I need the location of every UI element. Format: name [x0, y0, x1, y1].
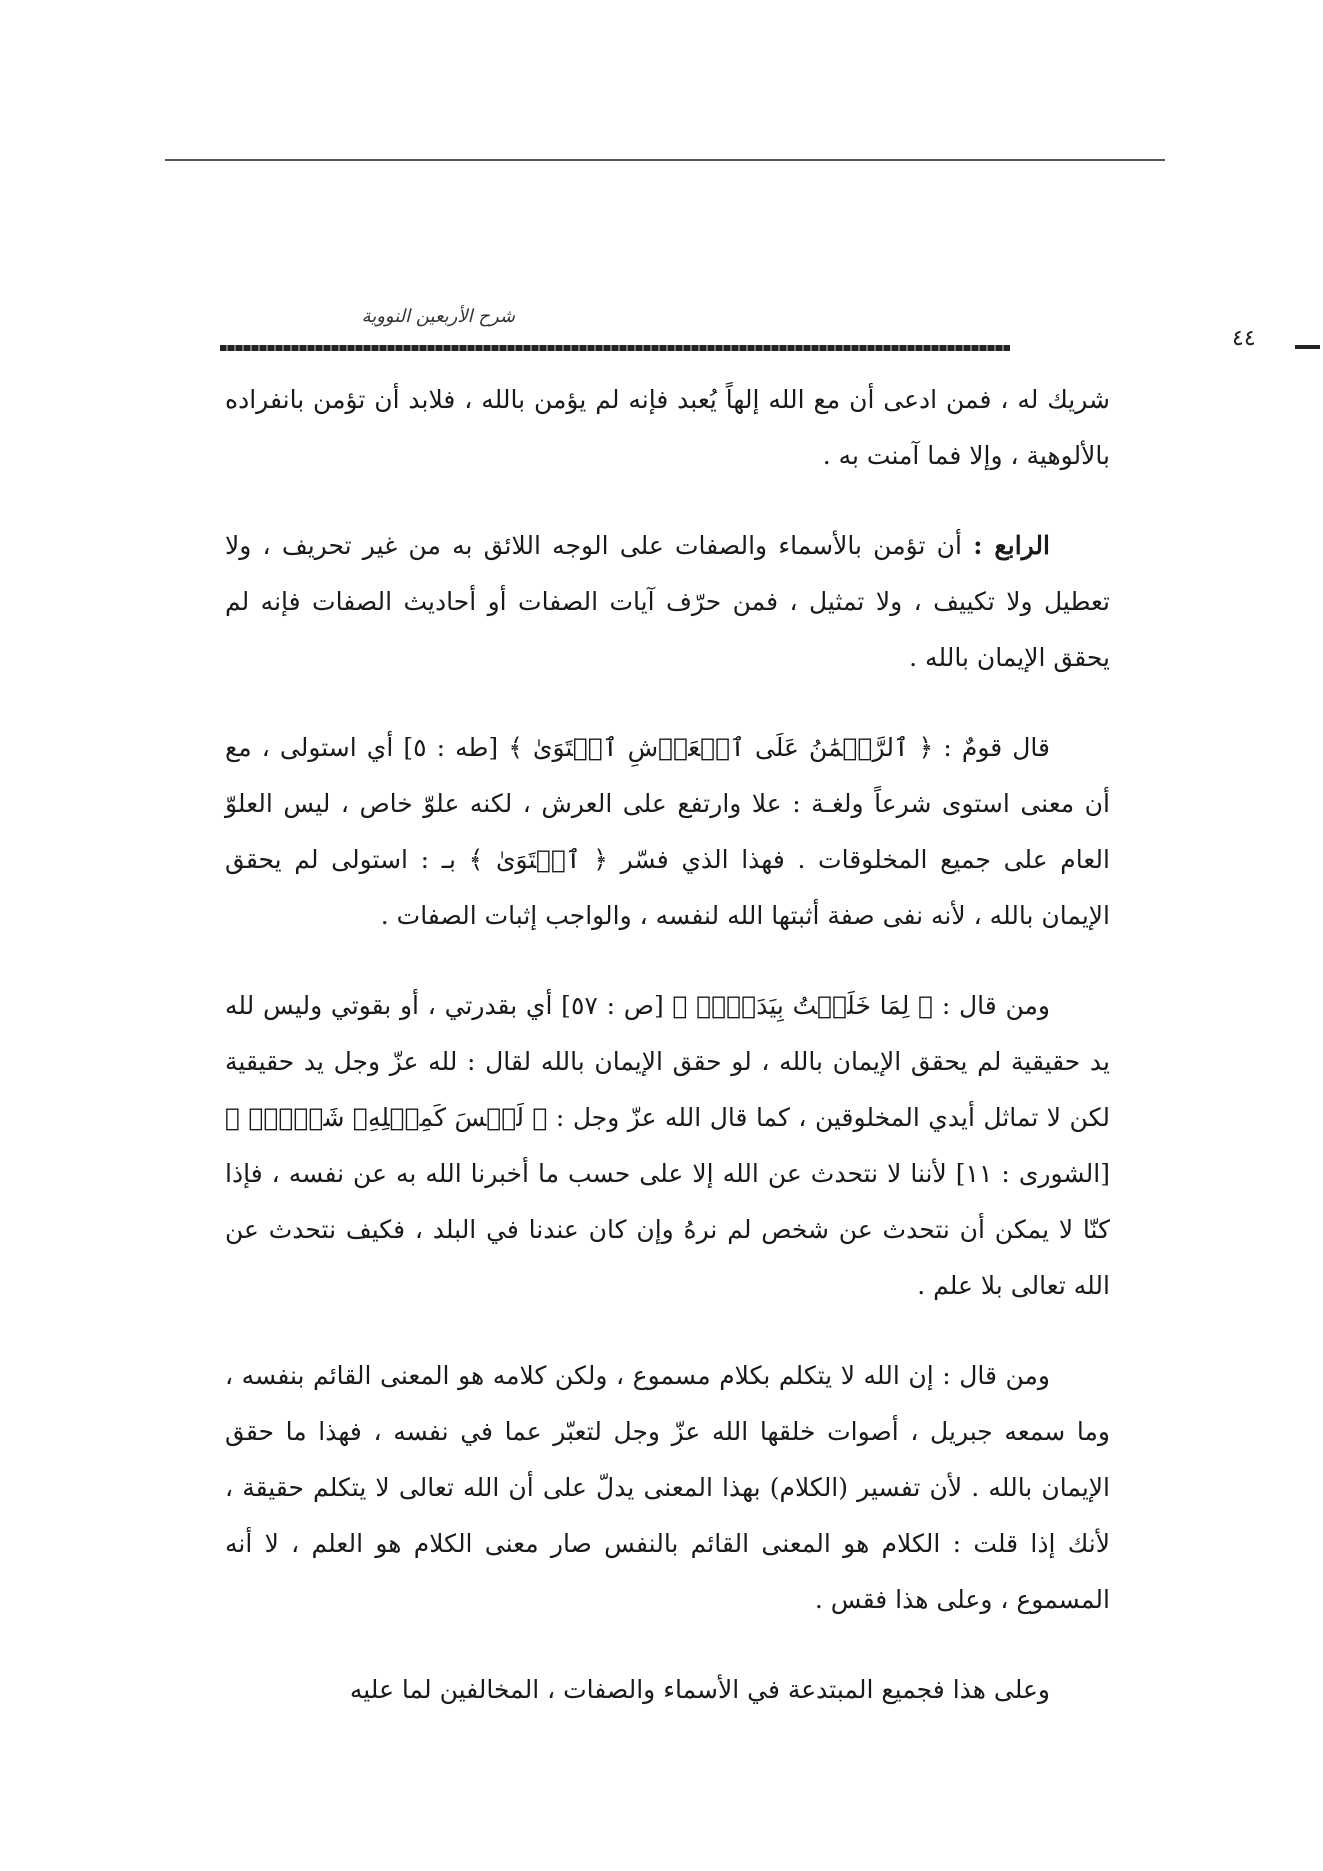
paragraph-text: أن تؤمن بالأسماء والصفات على الوجه اللائق به من غير تحريف ، ولا تعطيل ولا تكييف ، ولا تمثيل ، فمن حرّف آيات الصفات أو أحاديث الصفات فإنه لم يحقق الإيمان بالله . — [225, 531, 1110, 672]
paragraph-fourth — [225, 518, 1110, 686]
paragraph-mubtadia — [225, 1662, 1110, 1718]
paragraph-text: قال قومٌ : ﴿ ٱلرَّحۡمَٰنُ عَلَى ٱلۡعَرۡشِ ٱسۡتَوَىٰ ﴾ [طه : ٥] أي استولى ، مع أن معنى استوى شرعاً ولغـة : علا وارتفع على العرش ، لكنه علوّ خاص ، ليس العلوّ العام على جميع المخلوقات . فهذا الذي فسّر ﴿ ٱسۡتَوَىٰ ﴾ بـ : استولى لم يحقق الإيمان بالله ، لأنه نفى صفة أثبتها الله لنفسه ، والواجب إثبات الصفات . — [225, 733, 1110, 930]
paragraph-text: وعلى هذا فجميع المبتدعة في الأسماء والصفات ، المخالفين لما عليه — [349, 1675, 1050, 1704]
paragraph-text: شريك له ، فمن ادعى أن مع الله إلهاً يُعبد فإنه لم يؤمن بالله ، فلابد أن تؤمن بانفراده بالألوهية ، وإلا فما آمنت به . — [225, 385, 1110, 470]
paragraph-text: ومن قال : إن الله لا يتكلم بكلام مسموع ، ولكن كلامه هو المعنى القائم بنفسه ، وما سمعه جبريل ، أصوات خلقها الله عزّ وجل لتعبّر عما في نفسه ، فهذا ما حقق الإيمان بالله . لأن تفسير (الكلام) بهذا المعنى يدلّ على أن الله تعالى لا يتكلم حقيقة ، لأنك إذا قلت : الكلام هو المعنى القائم بالنفس صار معنى الكلام هو العلم ، لا أنه المسموع ، وعلى هذا فقس . — [225, 1361, 1110, 1614]
running-title: شرح الأربعين النووية — [361, 306, 515, 327]
page-body — [225, 372, 1110, 1718]
paragraph-text: ومن قال : ﴿ لِمَا خَلَقۡتُ بِيَدَيَّۖ ﴾ [ص : ٥٧] أي بقدرتي ، أو بقوتي وليس لله يد حقيقية لم يحقق الإيمان بالله ، لو حقق الإيمان بالله لقال : لله عزّ وجل يد حقيقية لكن لا تماثل أيدي المخلوقين ، كما قال الله عزّ وجل : ﴿ لَيۡسَ كَمِثۡلِهِۦ شَيۡءٞۖ ﴾ [الشورى : ١١] لأننا لا نتحدث عن الله إلا على حسب ما أخبرنا الله به عن نفسه ، فإذا كنّا لا يمكن أن نتحدث عن شخص لم نرهُ وإن كان عندنا في البلد ، فكيف نتحدث عن الله تعالى بلا علم . — [225, 991, 1110, 1300]
page-number-dash — [1295, 345, 1320, 349]
paragraph-kalam — [225, 1348, 1110, 1628]
paragraph-continuation — [225, 372, 1110, 484]
paragraph-istawa — [225, 720, 1110, 944]
top-rule — [165, 159, 1165, 161]
paragraph-lead-term: الرابع : — [973, 531, 1050, 560]
header-bar — [220, 345, 1010, 351]
paragraph-yadayya — [225, 978, 1110, 1314]
page-header — [220, 300, 1256, 360]
page-number: ٤٤ — [1232, 326, 1256, 351]
